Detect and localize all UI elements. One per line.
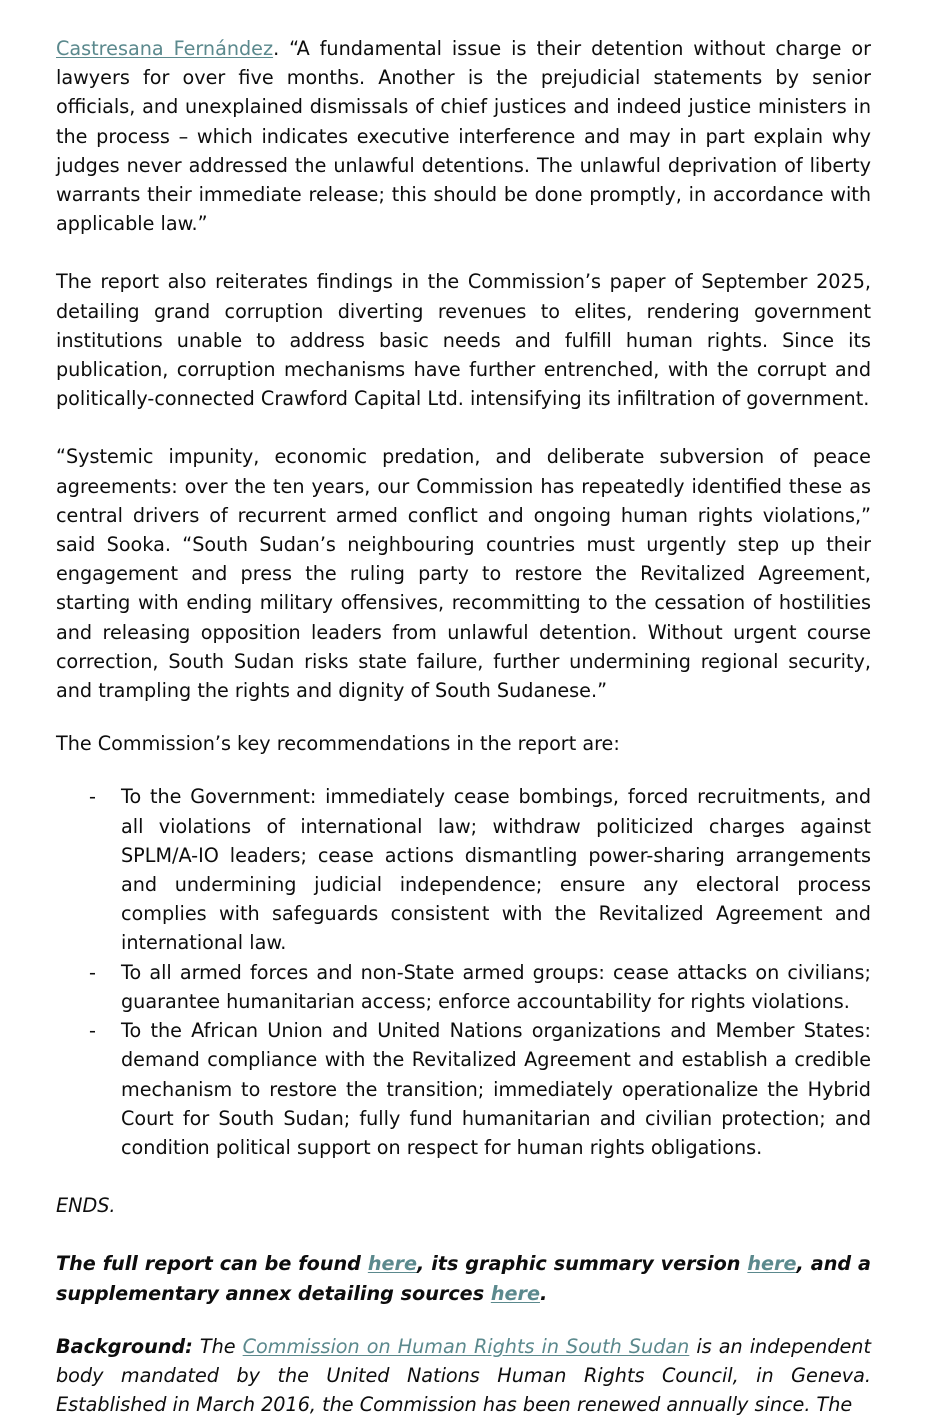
- spacer: [56, 758, 871, 782]
- paragraph-recommendations-intro: The Commission’s key recommendations in the report are:: [56, 732, 620, 756]
- bullet-dash-icon: -: [89, 785, 96, 809]
- list-item-text: To all armed forces and non-State armed groups: cease attacks on civilians; guarantee humanitarian access; enforce accountability for rights violations.: [121, 960, 871, 1013]
- document-body: [56, 34, 871, 1419]
- spacer: [56, 1162, 871, 1191]
- background-label: Background:: [56, 1334, 193, 1358]
- background-text-2: is an independent body mandated by the United Nations Human Rights Council, in Geneva. Established in March 2016, the Commission has been renewed annually since. The: [56, 1334, 871, 1417]
- list-item-text: To the Government: immediately cease bombings, forced recruitments, and all violations of international law; withdraw politicized charges against SPLM/A-IO leaders; cease actions dismantling power-sharing arrangements and undermining judicial independence; ensure any electoral process complies with safeguards consistent with the Revitalized Agreement and international law.: [121, 785, 871, 955]
- paragraph-sooka-quote: “Systemic impunity, economic predation, and deliberate subversion of peace agreements: over the ten years, our Commission has repeatedly identified these as central drivers of recurrent armed conflict and ongoing human rights violations,” said Sooka. “South Sudan’s neighbouring countries must urgently step up their engagement and press the ruling party to restore the Revitalized Agreement, starting with ending military offensives, recommitting to the cessation of hostilities and releasing opposition leaders from unlawful detention. Without urgent course correction, South Sudan risks state failure, further undermining regional security, and trampling the rights and dignity of South Sudanese.”: [56, 445, 871, 703]
- background-text-1: The: [192, 1334, 243, 1358]
- report-links-text-1: The full report can be found: [56, 1252, 368, 1276]
- list-item: [56, 1016, 871, 1162]
- spacer: [56, 238, 871, 267]
- bullet-dash-icon: -: [89, 960, 96, 984]
- spacer: [56, 1220, 871, 1249]
- report-links-text-2: , its graphic summary version: [416, 1252, 748, 1276]
- list-item: [56, 782, 871, 957]
- full-report-link[interactable]: here: [367, 1252, 417, 1276]
- spacer: [56, 413, 871, 442]
- report-links-text-4: .: [539, 1281, 548, 1305]
- list-item: [56, 958, 871, 1016]
- paragraph-report-findings: The report also reiterates findings in the Commission’s paper of September 2025, detailing grand corruption diverting revenues to elites, rendering government institutions unable to address basic needs and fulfill human rights. Since its publication, corruption mechanisms have further entrenched, with the corrupt and politically-connected Crawford Capital Ltd. intensifying its infiltration of government.: [56, 270, 871, 411]
- list-item-text: To the African Union and United Nations organizations and Member States: demand compliance with the Revitalized Agreement and establish a credible mechanism to restore the transition; immediately operationalize the Hybrid Court for South Sudan; fully fund humanitarian and civilian protection; and condition political support on respect for human rights obligations.: [121, 1019, 871, 1159]
- bullet-dash-icon: -: [89, 1019, 96, 1043]
- recommendations-list: [56, 782, 871, 1162]
- paragraph-detention-quote-text: . “A fundamental issue is their detention without charge or lawyers for over five months. Another is the prejudicial statements by senior officials, and unexplained dismissals of chief justices and indeed justice ministers in the process – which indicates executive interference and may in part explain why judges never addressed the unlawful detentions. The unlawful deprivation of liberty warrants their immediate release; this should be done promptly, in accordance with applicable law.”: [56, 37, 871, 236]
- report-links-text-3: , and a supplementary annex detailing sources: [56, 1252, 871, 1305]
- paragraph-report-links: [56, 1249, 871, 1307]
- commission-human-rights-south-sudan-link[interactable]: Commission on Human Rights in South Sudan: [242, 1334, 690, 1358]
- castresana-fernandez-link[interactable]: Castresana Fernández: [56, 37, 274, 60]
- spacer: [56, 705, 871, 729]
- annex-sources-link[interactable]: here: [490, 1281, 540, 1305]
- graphic-summary-link[interactable]: here: [747, 1252, 797, 1276]
- spacer: [56, 1308, 871, 1332]
- paragraph-background: [56, 1332, 871, 1419]
- paragraph-detention-quote: [56, 34, 871, 238]
- ends-marker: ENDS.: [56, 1194, 116, 1218]
